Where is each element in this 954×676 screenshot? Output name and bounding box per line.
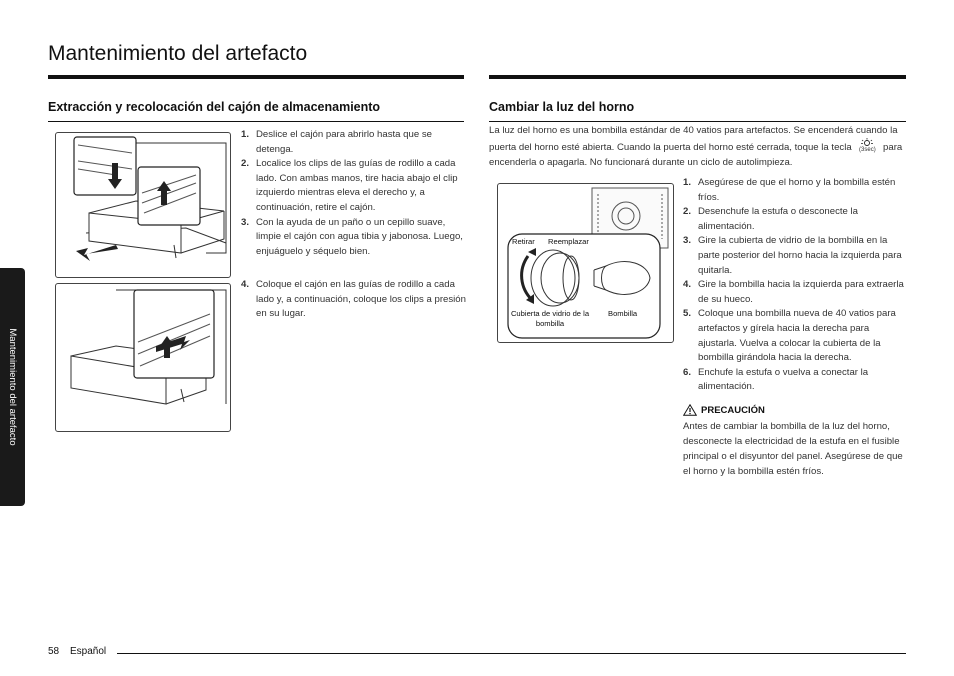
step-item: [683, 234, 905, 278]
step-item: [683, 366, 905, 395]
title-rule-right: [489, 75, 906, 79]
footer-language: Español: [70, 646, 107, 657]
step-text: Localice los clips de las guías de rodillo a cada lado. Con ambas manos, tire hacia abajo el clip izquierdo mientras eleva el derecho y, a continuación, retire el cajón.: [256, 158, 458, 213]
label-bulb: Bombilla: [608, 309, 638, 318]
step-number: 4.: [241, 279, 250, 290]
drawer-steps-group-b: [241, 278, 466, 322]
step-text: Deslice el cajón para abrirlo hasta que se detenga.: [256, 129, 432, 155]
oven-light-key-icon: [854, 139, 880, 155]
step-item: [683, 278, 905, 307]
label-replace: Reemplazar: [548, 237, 589, 246]
section-rule-right: [489, 121, 906, 122]
drawer-removal-drawing: [56, 133, 230, 277]
side-chapter-tab: [0, 268, 25, 506]
caution-title: PRECAUCIÓN: [701, 404, 765, 416]
step-number: 1.: [683, 177, 692, 188]
key-hold-label: (3sec): [859, 146, 876, 153]
caution-header: [683, 404, 905, 416]
section-rule-left: [48, 121, 464, 122]
page-number: 58: [48, 646, 60, 657]
step-number: 1.: [241, 129, 250, 140]
label-glass-cover: Cubierta de vidrio de la bombilla: [510, 309, 590, 328]
oven-light-intro: [489, 123, 907, 171]
step-text: Coloque el cajón en las guías de rodillo a cada lado y, a continuación, coloque los clips a presión en su lugar.: [256, 279, 466, 320]
step-text: Con la ayuda de un paño o un cepillo suave, limpie el cajón con agua tibia y jabonosa. Luego, enjuáguelo y séquelo bien.: [256, 216, 463, 257]
step-text: Coloque una bombilla nueva de 40 vatios para artefactos y gírela hacia la derecha para ajustarla. Vuelva a colocar la cubierta de la bombilla girándola hacia la derecha.: [698, 308, 896, 364]
section-title-drawer: Extracción y recolocación del cajón de almacenamiento: [48, 100, 381, 114]
step-number: 3.: [241, 216, 250, 228]
warning-triangle-icon: [683, 404, 697, 416]
step-text: Desenchufe la estufa o desconecte la alimentación.: [698, 206, 859, 232]
step-number: 6.: [683, 366, 692, 378]
title-rule-left: [48, 75, 464, 79]
step-item: [241, 128, 466, 157]
step-number: 2.: [683, 206, 692, 218]
intro-text-continued: para encenderla o apagarla. No funcionará durante un ciclo de autolimpieza.: [489, 141, 903, 168]
drawer-removal-illustration: [55, 132, 231, 278]
step-number: 4.: [683, 279, 692, 291]
pull-arrow-icon: [76, 245, 118, 261]
step-item: [683, 205, 905, 234]
footer-rule: [117, 653, 906, 654]
step-text: Gire la bombilla hacia la izquierda para extraerla de su hueco.: [698, 279, 904, 305]
caution-text: Antes de cambiar la bombilla de la luz del horno, desconecte la electricidad de la estufa en el fusible principal o el disyuntor del panel. Asegúrese de que el horno y la bombilla estén fríos.: [683, 421, 903, 477]
step-item: [241, 216, 466, 260]
caution-block: [683, 404, 905, 479]
step-item: [683, 176, 905, 205]
step-text: Asegúrese de que el horno y la bombilla estén fríos.: [698, 177, 896, 203]
drawer-replacement-illustration: [55, 283, 231, 432]
step-item: [241, 157, 466, 215]
step-number: 5.: [683, 308, 692, 320]
step-item: [683, 307, 905, 365]
intro-text: La luz del horno es una bombilla estándar de 40 vatios para artefactos. Se encenderá cuando la puerta del horno esté abierta. Cuando la puerta del horno esté cerrada, toque la tecla: [489, 125, 898, 153]
side-tab-label: Mantenimiento del artefacto: [7, 328, 18, 446]
drawer-replacement-drawing: [56, 284, 230, 431]
light-bulb-icon: [860, 138, 874, 146]
step-text: Enchufe la estufa o vuelva a conectar la alimentación.: [698, 366, 869, 393]
label-remove: Retirar: [512, 237, 535, 246]
step-number: 2.: [241, 158, 250, 170]
section-title-oven-light: Cambiar la luz del horno: [489, 100, 635, 114]
step-item: [241, 278, 466, 322]
step-number: 3.: [683, 235, 692, 247]
step-text: Gire la cubierta de vidrio de la bombilla en la parte posterior del horno hacia la izquierda para quitarla.: [698, 235, 902, 276]
page-title: Mantenimiento del artefacto: [48, 42, 308, 65]
drawer-steps-group-a: [241, 128, 466, 259]
oven-light-steps: [683, 176, 905, 395]
